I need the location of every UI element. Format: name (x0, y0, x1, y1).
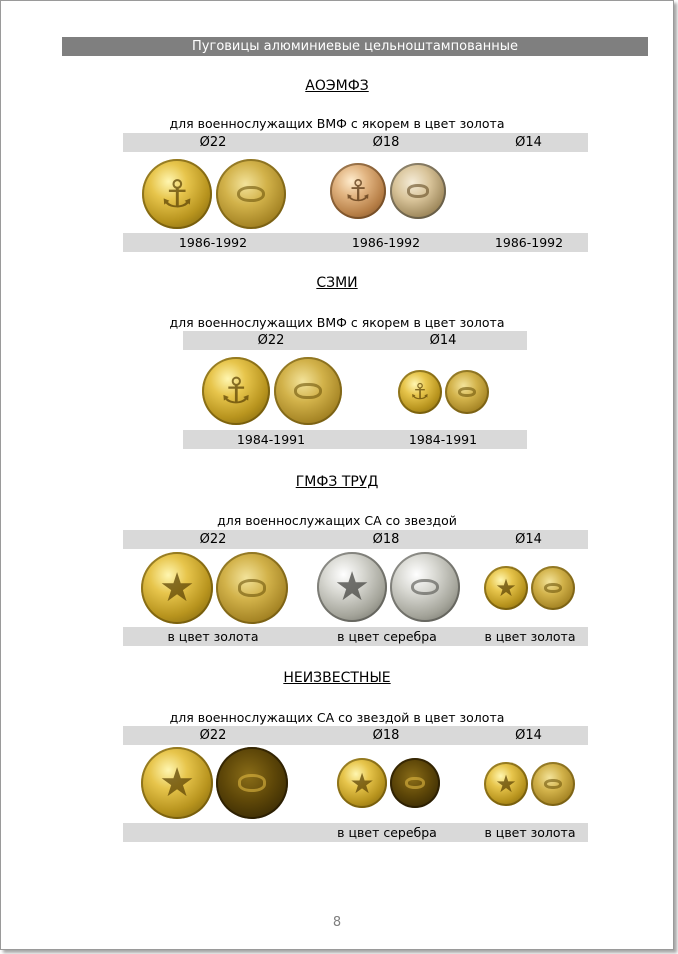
button-back-image (274, 357, 342, 425)
section-title: СЗМИ (316, 275, 358, 291)
color-caption: в цвет золота (167, 629, 259, 644)
size-label: Ø14 (429, 333, 457, 348)
section-title: АОЭМФЗ (305, 78, 369, 94)
button-front-image (317, 552, 387, 622)
button-back-image (390, 758, 440, 808)
color-caption: в цвет золота (484, 629, 576, 644)
button-front-image (398, 370, 442, 414)
period-caption: 1986-1992 (494, 235, 564, 250)
shank-loop-icon (407, 184, 429, 197)
button-front-image (484, 566, 528, 610)
size-label: Ø18 (372, 135, 400, 150)
size-label: Ø22 (199, 532, 227, 547)
button-back-image (390, 552, 460, 622)
shank-loop-icon (238, 579, 267, 596)
shank-loop-icon (238, 774, 267, 791)
section-subtitle: для военнослужащих ВМФ с якорем в цвет золота (169, 315, 505, 330)
size-label: Ø14 (515, 532, 542, 547)
button-front-image (337, 758, 387, 808)
size-label: Ø22 (257, 333, 285, 348)
color-caption: в цвет золота (484, 825, 576, 840)
button-back-image (216, 552, 288, 624)
button-front-image (484, 762, 528, 806)
page-header: Пуговицы алюминиевые цельноштампованные (62, 37, 648, 56)
button-back-image (445, 370, 489, 414)
shank-loop-icon (237, 186, 265, 203)
button-front-image (330, 163, 386, 219)
section-title: НЕИЗВЕСТНЫЕ (283, 670, 391, 686)
shank-loop-icon (405, 777, 425, 789)
size-label: Ø14 (515, 135, 542, 150)
anchor-icon: ⚓ (159, 172, 195, 216)
star-icon: ★ (349, 766, 375, 800)
shank-loop-icon (458, 387, 476, 398)
period-caption: 1984-1991 (408, 432, 478, 447)
size-label: Ø22 (199, 728, 227, 743)
anchor-icon: ⚓ (219, 370, 253, 412)
color-caption: в цвет серебра (337, 629, 437, 644)
shank-loop-icon (294, 383, 321, 399)
shank-loop-icon (544, 583, 562, 594)
anchor-icon: ⚓ (344, 173, 372, 209)
page-number: 8 (332, 915, 342, 930)
size-label: Ø18 (372, 728, 400, 743)
button-back-image (531, 566, 575, 610)
section-subtitle: для военнослужащих СА со звездой (217, 513, 457, 528)
star-icon: ★ (159, 760, 195, 806)
star-icon: ★ (334, 564, 370, 610)
button-back-image (216, 747, 288, 819)
button-back-image (531, 762, 575, 806)
anchor-icon: ⚓ (410, 379, 430, 405)
star-icon: ★ (495, 770, 517, 798)
size-label: Ø22 (199, 135, 227, 150)
size-label: Ø18 (372, 532, 400, 547)
period-caption: 1986-1992 (178, 235, 248, 250)
button-front-image (142, 159, 212, 229)
star-icon: ★ (495, 574, 517, 602)
shank-loop-icon (544, 779, 562, 790)
section-subtitle: для военнослужащих СА со звездой в цвет золота (169, 710, 505, 725)
shank-loop-icon (411, 579, 439, 596)
section-subtitle: для военнослужащих ВМФ с якорем в цвет золота (169, 116, 505, 131)
period-caption: 1986-1992 (351, 235, 421, 250)
star-icon: ★ (159, 565, 195, 611)
color-caption: в цвет серебра (337, 825, 437, 840)
button-front-image (202, 357, 270, 425)
period-caption: 1984-1991 (236, 432, 306, 447)
button-back-image (216, 159, 286, 229)
color-caption (123, 823, 303, 842)
size-label: Ø14 (515, 728, 542, 743)
button-front-image (141, 747, 213, 819)
button-back-image (390, 163, 446, 219)
section-title: ГМФЗ ТРУД (295, 474, 379, 490)
button-front-image (141, 552, 213, 624)
